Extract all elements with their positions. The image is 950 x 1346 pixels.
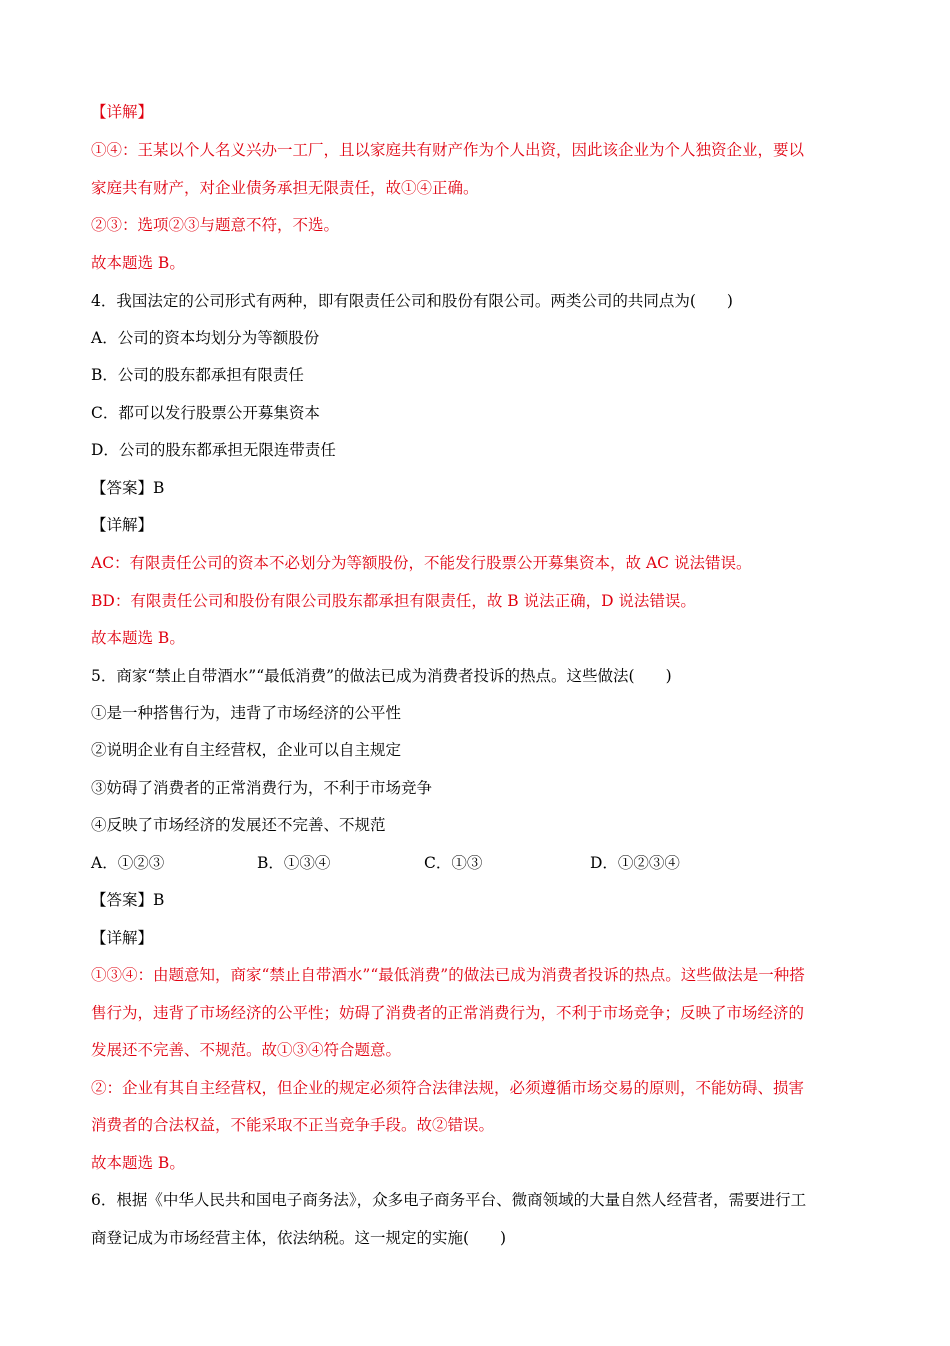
answer-line: 【答案】B: [91, 891, 165, 909]
option-b: B．公司的股东都承担有限责任: [91, 366, 304, 384]
conclusion-line: 故本题选 B。: [91, 1154, 185, 1172]
detail-label: 【详解】: [91, 103, 154, 121]
conclusion-line: 故本题选 B。: [91, 629, 185, 647]
explanation-line: ②：企业有其自主经营权，但企业的规定必须符合法律法规，必须遵循市场交易的原则，不能妨碍、损害: [91, 1079, 805, 1097]
explanation-line: AC：有限责任公司的资本不必划分为等额股份，不能发行股票公开募集资本，故 AC 说法错误。: [91, 554, 752, 572]
option-c: C．①③: [424, 854, 483, 872]
explanation-line: 售行为，违背了市场经济的公平性；妨碍了消费者的正常消费行为，不利于市场竞争；反映了市场经济的: [91, 1004, 805, 1022]
option-a: A．①②③: [91, 854, 165, 872]
question-stem: 5．商家“禁止自带酒水”“最低消费”的做法已成为消费者投诉的热点。这些做法( ): [91, 667, 672, 685]
question-stem-continued: 商登记成为市场经营主体，依法纳税。这一规定的实施( ): [91, 1229, 507, 1247]
option-c: C．都可以发行股票公开募集资本: [91, 404, 320, 422]
option-b: B．①③④: [257, 854, 331, 872]
explanation-line: 消费者的合法权益，不能采取不正当竞争手段。故②错误。: [91, 1116, 495, 1134]
option-d: D．公司的股东都承担无限连带责任: [91, 441, 336, 459]
option-d: D．①②③④: [590, 854, 680, 872]
explanation-line: ①④：王某以个人名义兴办一工厂，且以家庭共有财产作为个人出资，因此该企业为个人独资企业，要以: [91, 141, 805, 159]
statement-item: ③妨碍了消费者的正常消费行为，不利于市场竞争: [91, 779, 433, 797]
conclusion-line: 故本题选 B。: [91, 254, 185, 272]
explanation-line: ②③：选项②③与题意不符，不选。: [91, 216, 340, 234]
detail-label: 【详解】: [91, 516, 154, 534]
statement-item: ①是一种搭售行为，违背了市场经济的公平性: [91, 704, 402, 722]
option-a: A．公司的资本均划分为等额股份: [91, 329, 320, 347]
explanation-line: 家庭共有财产，对企业债务承担无限责任，故①④正确。: [91, 179, 479, 197]
explanation-line: BD：有限责任公司和股份有限公司股东都承担有限责任，故 B 说法正确，D 说法错误。: [91, 592, 696, 610]
detail-label: 【详解】: [91, 929, 154, 947]
statement-item: ④反映了市场经济的发展还不完善、不规范: [91, 816, 386, 834]
statement-item: ②说明企业有自主经营权，企业可以自主规定: [91, 741, 402, 759]
question-stem: 4．我国法定的公司形式有两种，即有限责任公司和股份有限公司。两类公司的共同点为( ): [91, 292, 733, 310]
explanation-line: ①③④：由题意知，商家“禁止自带酒水”“最低消费”的做法已成为消费者投诉的热点。这些做法是一种搭: [91, 966, 805, 984]
question-stem: 6．根据《中华人民共和国电子商务法》，众多电子商务平台、微商领域的大量自然人经营者，需要进行工: [91, 1191, 807, 1209]
answer-line: 【答案】B: [91, 479, 165, 497]
explanation-line: 发展还不完善、不规范。故①③④符合题意。: [91, 1041, 402, 1059]
